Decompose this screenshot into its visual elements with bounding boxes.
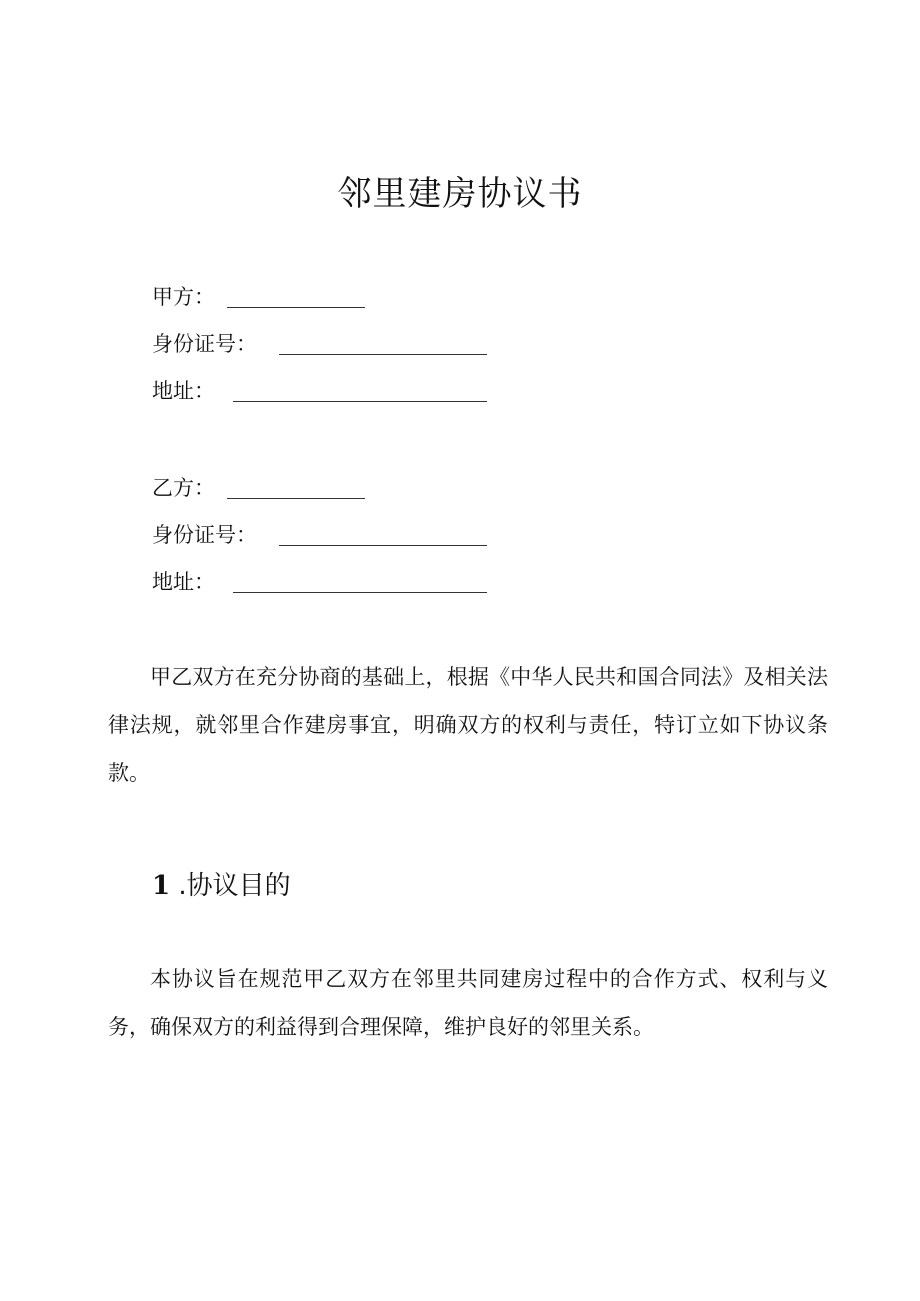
party-b-name-blank [227, 497, 365, 499]
party-b-id-label: 身份证号： [152, 523, 257, 547]
section-1-number: 1 [152, 871, 171, 901]
party-b-name-field [152, 469, 365, 503]
document-title: 邻里建房协议书 [337, 174, 583, 214]
party-a-address-field [152, 372, 487, 406]
party-a-name-field [152, 278, 365, 312]
party-b-id-blank [279, 544, 487, 546]
party-b-address-field [152, 563, 487, 597]
preamble-paragraph: 甲乙双方在充分协商的基础上，根据《中华人民共和国合同法》及相关法律法规，就邻里合作建房事宜，明确双方的权利与责任，特订立如下协议条款。 [108, 665, 828, 785]
party-a-name-blank [227, 306, 365, 308]
party-a-address-label: 地址： [152, 379, 215, 403]
section-1-title: .协议目的 [178, 871, 291, 901]
party-a-address-blank [233, 400, 487, 402]
party-a-id-label: 身份证号： [152, 332, 257, 356]
party-b-id-field [152, 516, 487, 550]
party-b-address-label: 地址： [152, 570, 215, 594]
section-1-body: 本协议旨在规范甲乙双方在邻里共同建房过程中的合作方式、权利与义务，确保双方的利益得到合理保障，维护良好的邻里关系。 [108, 967, 828, 1039]
party-a-id-blank [279, 353, 487, 355]
party-b-name-label: 乙方： [152, 476, 215, 500]
party-b-address-blank [233, 591, 487, 593]
party-a-name-label: 甲方： [152, 285, 215, 309]
party-a-id-field [152, 325, 487, 359]
section-1-heading [152, 866, 291, 906]
